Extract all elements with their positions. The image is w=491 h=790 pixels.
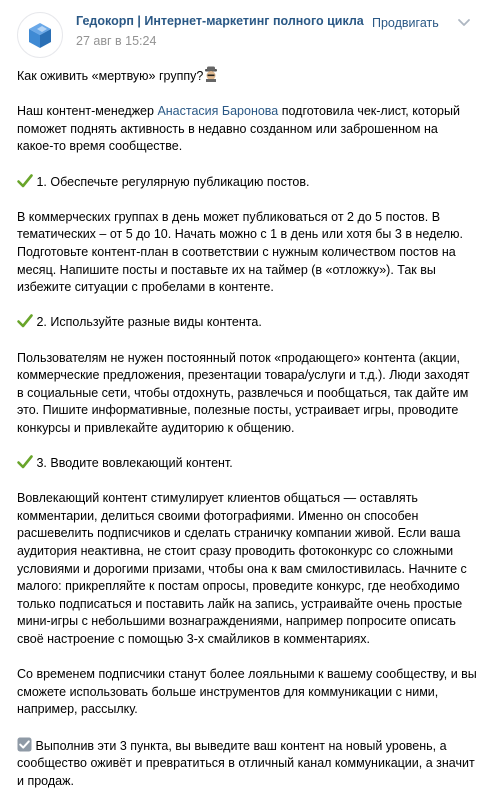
green-check-mark-icon [17, 174, 33, 188]
step1-title: 1. Обеспечьте регулярную публикацию постов. [36, 174, 310, 189]
post-text [17, 66, 477, 790]
author-mention-link[interactable]: Анастасия Баронова [157, 104, 279, 119]
step2-paragraph: Пользователям не нужен постоянный поток «продающего» контента (акции, коммерческие предложения, презентации товара/услуги и т.д.). Люди заходят в социальные сети, чтобы отдохнуть, развлечься и пообщаться, так дайте им это. Пишите информативные, полезные посты, устраивает игры, проводите конкурсы и привлекайте аудиторию к общению. [17, 350, 470, 435]
step3-heading [17, 455, 477, 473]
checked-box-icon [17, 737, 32, 752]
step1-paragraph: В коммерческих группах в день может публиковаться от 2 до 5 постов. В тематических – от 5 до 10. Начать можно с 1 в день или хотя бы 3 в неделю. Подготовьте контент-план в соответствии с нужным количеством постов на месяц. Напишите посты и поставьте их на таймер (в «отложку»). Так вы избежите ситуации с пробелами в контенте. [17, 209, 463, 295]
group-name-link[interactable]: Гедокорп | Интернет-маркетинг полного цикла [76, 14, 364, 28]
chevron-down-icon[interactable] [457, 18, 471, 28]
final-paragraph [17, 737, 477, 790]
post-date-link[interactable]: 27 авг в 15:24 [76, 34, 157, 48]
post-title-text: Как оживить «мертвую» группу? [17, 69, 204, 83]
step2-title: 2. Используйте разные виды контента. [36, 315, 262, 330]
step3-title: 3. Вводите вовлекающий контент. [36, 456, 233, 471]
intro-text-start: Наш контент-менеджер [17, 104, 158, 119]
step3-paragraph: Вовлекающий контент стимулирует клиентов общаться — оставлять комментарии, делиться своими фотографиями. Именно он способен расшевелить подписчиков и сделать страничку компании живой. Если ваша аудитория неактивна, не стоит сразу проводить фотоконкурс со сложными условиями и дорогими призами, чтобы она к вам смилостивилась. Начните с малого: прикрепляйте к постам опросы, проведите конкурс, где необходимо только подписаться и поставить лайк на запись, устраивайте очень простые мини-игры с небольшими вознаграждениями, например попросите описать своё настроение с помощью 3-х смайликов в комментариях. [17, 491, 467, 646]
detective-emoji-icon [203, 66, 219, 82]
promote-button[interactable]: Продвигать [372, 16, 439, 30]
cube-logo-icon [18, 13, 62, 57]
final-text: Выполнив эти 3 пункта, вы выведите ваш контент на новый уровень, а сообщество оживёт и превратиться в отличный канал коммуникации, а значит и продаж. [17, 738, 475, 788]
green-check-mark-icon [17, 455, 33, 469]
intro-text-end: подготовила чек-лист, который поможет поднять активность в недавно созданном или заброшенном на какое-то время сообществе. [17, 104, 460, 154]
step1-heading [17, 174, 477, 192]
post-title [17, 66, 477, 86]
green-check-mark-icon [17, 314, 33, 328]
post-header [0, 0, 491, 62]
group-avatar[interactable] [17, 12, 63, 58]
intro-paragraph [17, 103, 477, 156]
closing-paragraph: Со временем подписчики станут более лояльными к вашему сообществу, и вы сможете использовать больше инструментов для коммуникации с ними, например, рассылку. [17, 667, 477, 717]
step2-heading [17, 314, 477, 332]
